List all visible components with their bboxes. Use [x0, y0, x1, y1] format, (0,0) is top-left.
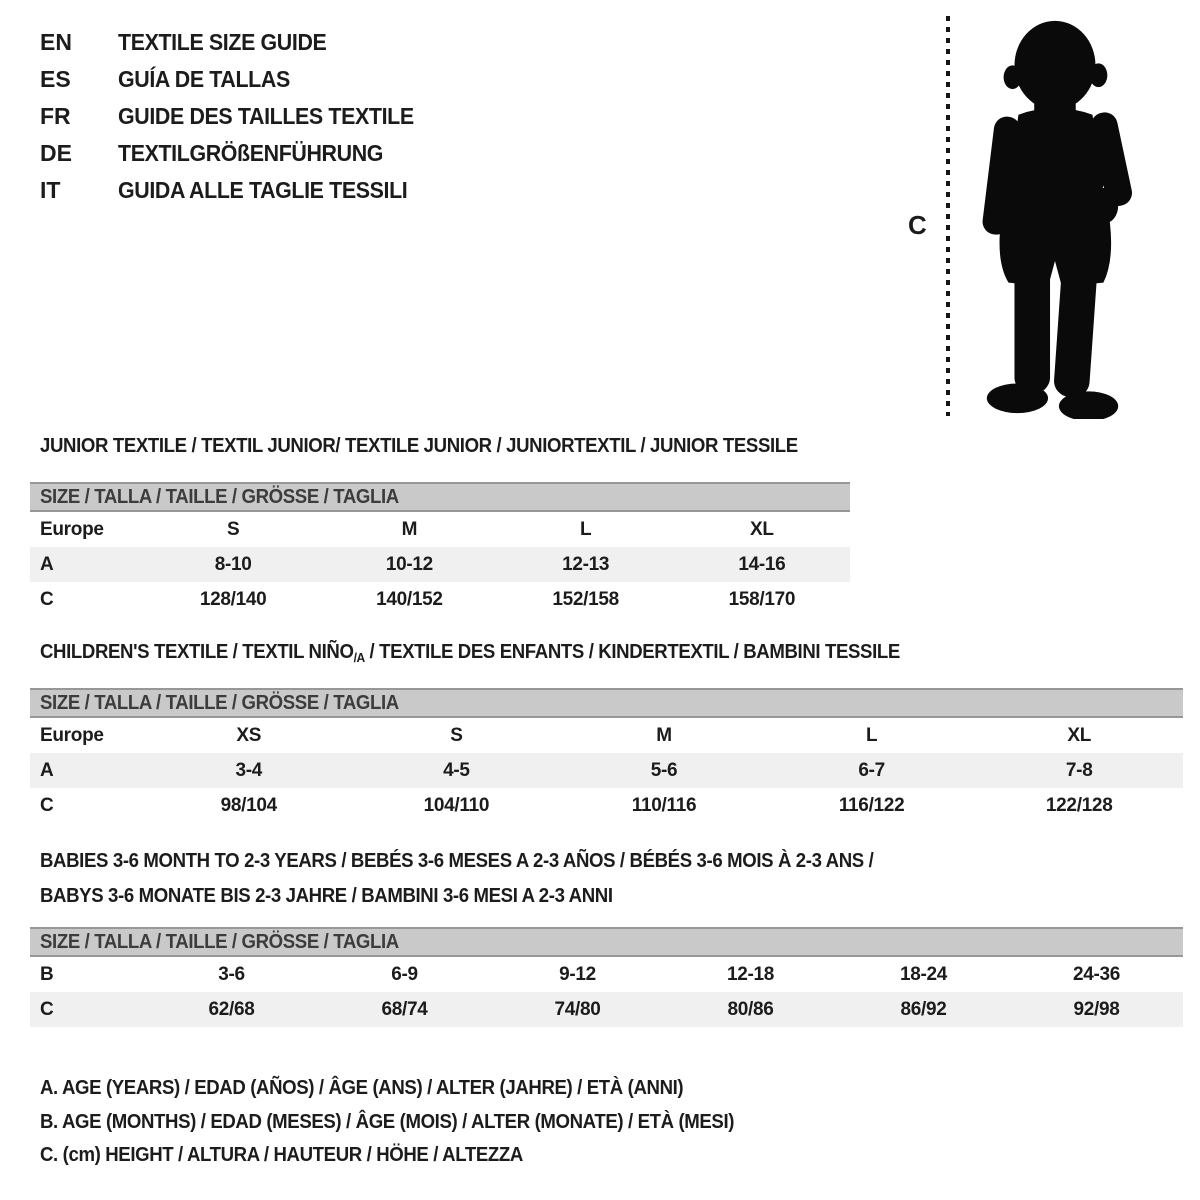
value-cell: 12-18 [726, 963, 775, 985]
lang-code: FR [40, 103, 71, 129]
value-cell: 3-4 [235, 759, 263, 781]
value-cell: 152/158 [552, 588, 619, 610]
value-cell: 24-36 [1072, 963, 1121, 985]
lang-row-en [40, 24, 436, 61]
value-cell: 74/80 [554, 998, 601, 1020]
babies-size-table [30, 927, 1183, 1027]
value-cell: 110/116 [631, 794, 697, 816]
value-cell: 98/104 [220, 794, 277, 816]
lang-title: TEXTILE SIZE GUIDE [118, 29, 327, 55]
table-row-europe [30, 718, 1183, 753]
lang-code: DE [40, 140, 72, 166]
legend-line-b [40, 1106, 786, 1140]
lang-code: EN [40, 29, 72, 55]
children-size-header-bar [30, 688, 1183, 718]
value-cell: 80/86 [727, 998, 774, 1020]
value-cell: 14-16 [738, 553, 786, 575]
lang-code: ES [40, 66, 71, 92]
value-cell: 6-9 [391, 963, 418, 985]
children-heading-text [40, 640, 900, 666]
value-cell: 9-12 [559, 963, 596, 985]
table-row-age [30, 547, 850, 582]
size-header-label: SIZE / TALLA / TAILLE / GRÖSSE / TAGLIA [40, 931, 399, 953]
legend-text-b: B. AGE (MONTHS) / EDAD (MESES) / ÂGE (MOIS) / ALTER (MONATE) / ETÀ (MESI) [40, 1110, 735, 1133]
row-label: C [40, 794, 54, 816]
value-cell: 92/98 [1073, 998, 1120, 1020]
legend-line-c [40, 1139, 786, 1173]
row-label: B [40, 963, 54, 985]
value-cell: 18-24 [899, 963, 948, 985]
value-cell: 104/110 [423, 794, 490, 816]
legend-text-c: C. (cm) HEIGHT / ALTURA / HAUTEUR / HÖHE / ALTEZZA [40, 1144, 523, 1166]
babies-size-header-bar [30, 927, 1183, 957]
size-cell: S [450, 724, 463, 746]
size-cell: L [579, 518, 592, 540]
babies-section-heading [40, 844, 936, 914]
junior-size-header-bar [30, 482, 850, 512]
table-row-height [30, 788, 1183, 823]
row-label: C [40, 998, 54, 1020]
height-measure-label: C [908, 210, 927, 240]
size-cell: XS [236, 724, 262, 746]
size-cell: XL [1067, 724, 1092, 746]
value-cell: 158/170 [728, 588, 796, 610]
value-cell: 86/92 [900, 998, 947, 1020]
value-cell: 122/128 [1045, 794, 1113, 816]
height-measure-dashed-line [946, 16, 950, 416]
lang-title: GUIDE DES TAILLES TEXTILE [118, 103, 414, 129]
legend-text-a: A. AGE (YEARS) / EDAD (AÑOS) / ÂGE (ANS) / ALTER (JAHRE) / ETÀ (ANNI) [40, 1077, 684, 1099]
value-cell: 12-13 [562, 553, 610, 575]
row-label: A [40, 759, 54, 781]
lang-title: TEXTILGRÖßENFÜHRUNG [118, 140, 384, 166]
babies-heading-line1: BABIES 3-6 MONTH TO 2-3 YEARS / BEBÉS 3-6 MESES A 2-3 AÑOS / BÉBÉS 3-6 MOIS À 2-3 ANS / [40, 850, 874, 872]
toddler-silhouette-icon [958, 14, 1148, 419]
lang-title: GUÍA DE TALLAS [118, 66, 290, 92]
value-cell: 7-8 [1065, 759, 1093, 781]
row-label: C [40, 588, 54, 610]
size-cell: L [865, 724, 878, 746]
junior-heading-text: JUNIOR TEXTILE / TEXTIL JUNIOR/ TEXTILE JUNIOR / JUNIORTEXTIL / JUNIOR TESSILE [40, 435, 798, 457]
size-cell: S [226, 518, 240, 540]
lang-row-it [40, 172, 436, 209]
lang-title: GUIDA ALLE TAGLIE TESSILI [118, 177, 408, 203]
babies-heading-line2: BABYS 3-6 MONATE BIS 2-3 JAHRE / BAMBINI 3-6 MESI A 2-3 ANNI [40, 885, 613, 907]
value-cell: 3-6 [218, 963, 245, 985]
value-cell: 10-12 [385, 553, 433, 575]
children-heading-post: / TEXTILE DES ENFANTS / KINDERTEXTIL / BAMBINI TESSILE [364, 641, 900, 663]
lang-row-de [40, 135, 436, 172]
size-header-label: SIZE / TALLA / TAILLE / GRÖSSE / TAGLIA [40, 486, 399, 508]
junior-size-table [30, 482, 850, 617]
size-header-label: SIZE / TALLA / TAILLE / GRÖSSE / TAGLIA [40, 692, 399, 714]
table-row-height [30, 582, 850, 617]
lang-row-fr [40, 98, 436, 135]
children-heading-sub: /A [353, 650, 365, 665]
table-row-height [30, 992, 1183, 1027]
children-section-heading [40, 640, 965, 666]
size-cell: M [656, 724, 672, 746]
table-row-months [30, 957, 1183, 992]
row-label: Europe [40, 518, 104, 540]
value-cell: 140/152 [376, 588, 443, 610]
lang-row-es [40, 61, 436, 98]
legend-line-a [40, 1072, 786, 1106]
measure-legend [40, 1072, 786, 1173]
children-size-table [30, 688, 1183, 823]
value-cell: 68/74 [381, 998, 428, 1020]
value-cell: 4-5 [443, 759, 470, 781]
table-row-europe [30, 512, 850, 547]
row-label: A [40, 553, 54, 575]
size-cell: XL [750, 518, 774, 540]
lang-code: IT [40, 177, 61, 203]
value-cell: 116/122 [838, 794, 905, 816]
table-row-age [30, 753, 1183, 788]
language-title-block [40, 24, 436, 209]
size-cell: M [401, 518, 418, 540]
value-cell: 6-7 [858, 759, 885, 781]
junior-section-heading [40, 434, 855, 458]
value-cell: 8-10 [214, 553, 252, 575]
children-heading-pre: CHILDREN'S TEXTILE / TEXTIL NIÑO [40, 641, 354, 663]
value-cell: 128/140 [199, 588, 267, 610]
value-cell: 62/68 [208, 998, 255, 1020]
value-cell: 5-6 [650, 759, 678, 781]
row-label: Europe [40, 724, 104, 746]
